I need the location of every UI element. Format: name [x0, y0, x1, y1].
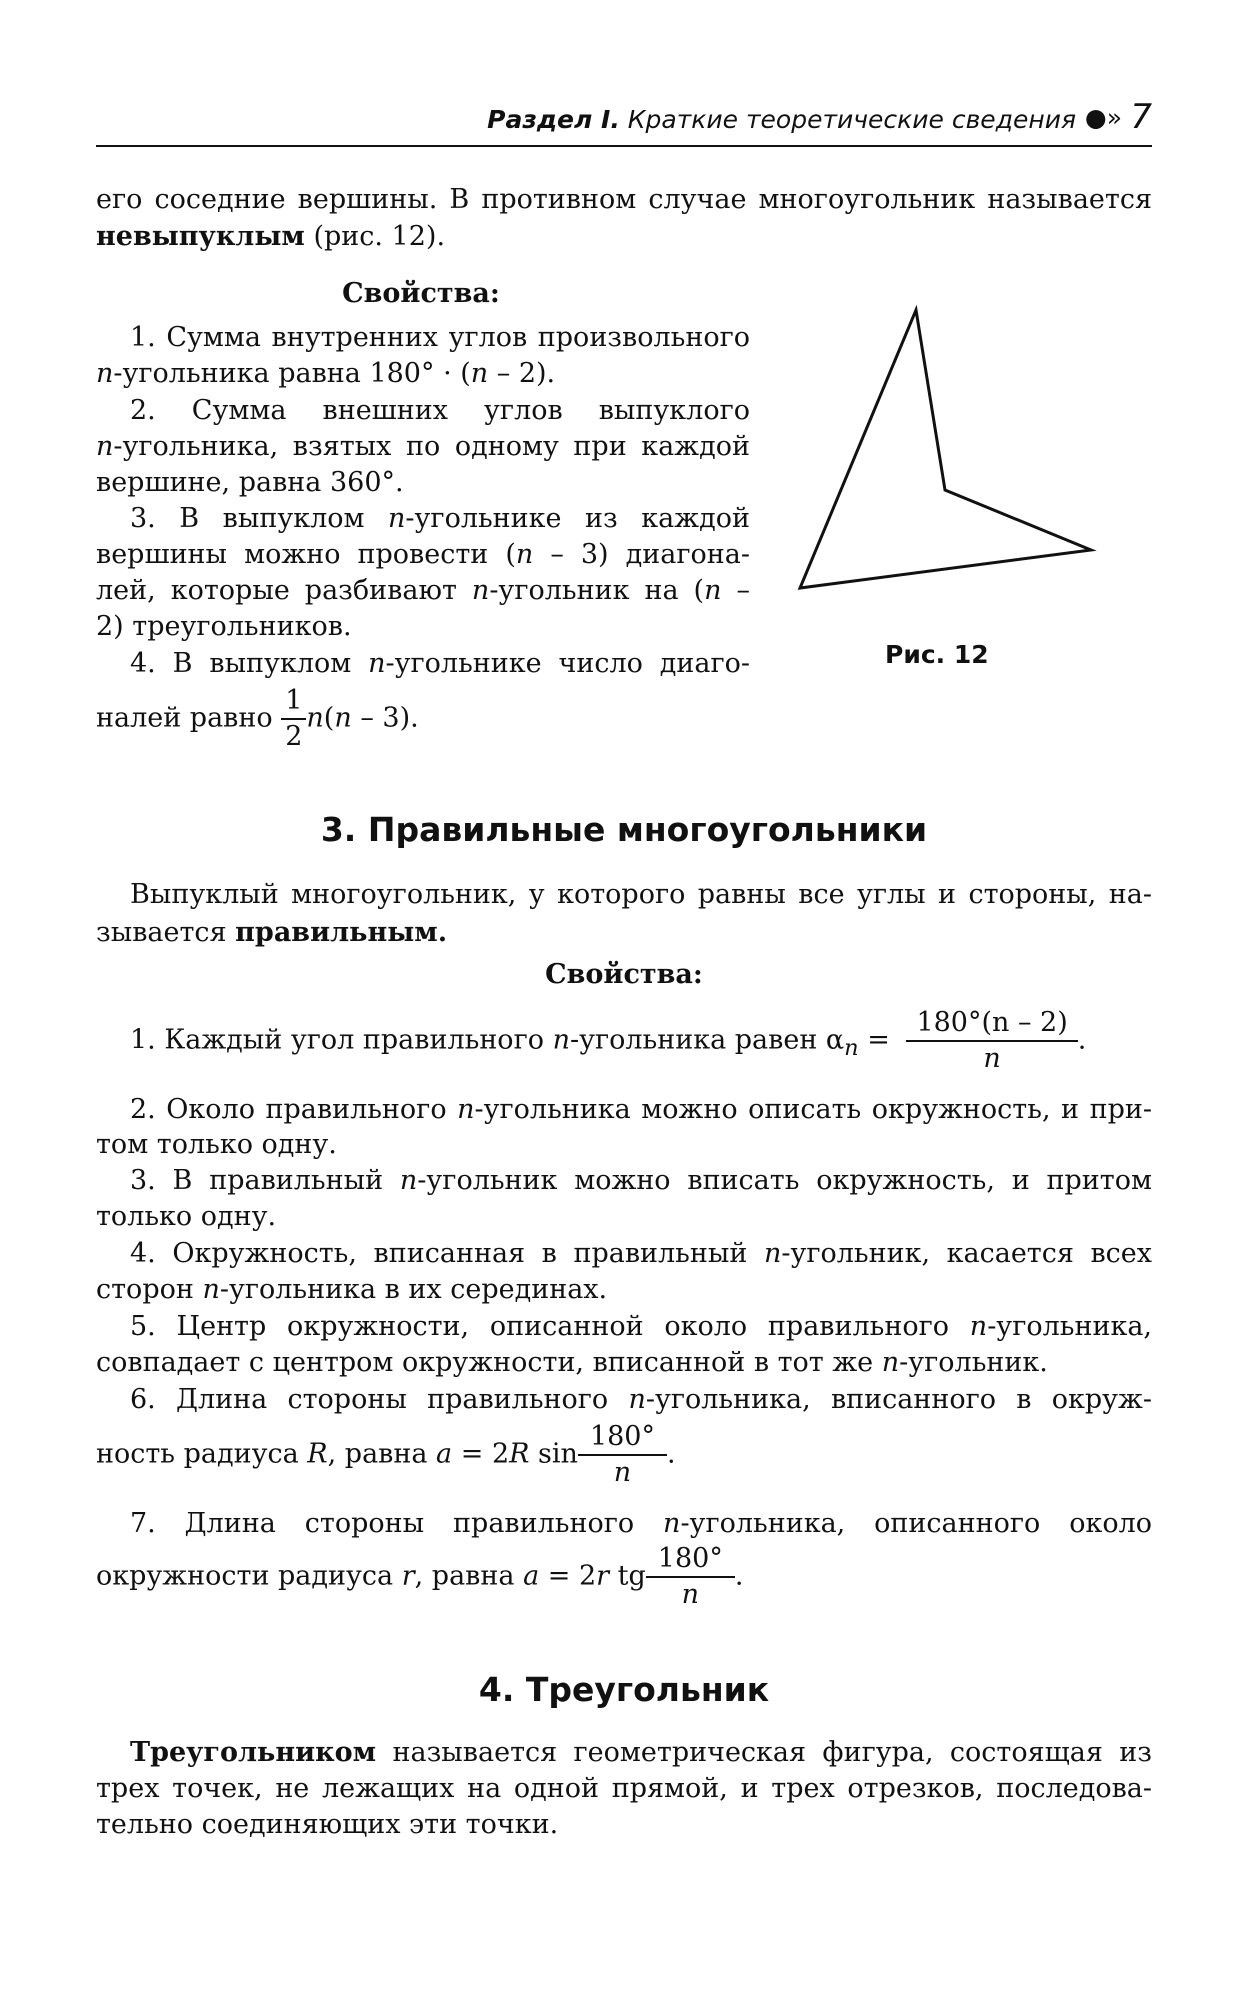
reg-p1-eq: =: [858, 1024, 899, 1056]
section-3-properties-title: Свойства:: [545, 959, 703, 990]
reg-prop2-line-2: том только одну.: [96, 1129, 337, 1160]
prop3-l1a: 3. В выпуклом: [130, 503, 389, 534]
var-n: n: [881, 1347, 900, 1378]
prop2-line-3: вершине, равна 360°.: [96, 467, 404, 498]
term-triangle: Треугольником: [130, 1737, 377, 1768]
reg-p5b: -угольника,: [987, 1311, 1152, 1342]
fraction-angle-formula: [906, 1006, 1077, 1076]
var-R: R: [307, 1438, 328, 1470]
reg-p2b: -угольника можно описать окружность, и при-: [474, 1094, 1152, 1125]
reg-p3b: -угольник можно вписать окружность, и притом: [417, 1165, 1152, 1196]
fraction-numerator: 180°(n – 2): [906, 1006, 1077, 1042]
var-n: n: [628, 1384, 646, 1415]
reg-prop6-line-2: [96, 1420, 676, 1490]
prop4-line-1: [130, 647, 750, 681]
prop2-l2: -угольника, взятых по одному при каждой: [113, 431, 750, 462]
header-title-text: Краткие теоретические сведения: [627, 105, 1076, 134]
running-header: [96, 95, 1152, 147]
reg-p6a: 6. Длина стороны правильного: [130, 1384, 629, 1415]
prop2-line-1: 2. Сумма внешних углов выпуклого: [130, 395, 750, 426]
reg-p6-end: .: [666, 1438, 676, 1470]
var-n: n: [388, 503, 406, 534]
reg-prop3-line-1: [130, 1164, 1152, 1198]
prop1-line-1: [96, 321, 750, 355]
reg-p7c: окружности радиуса: [96, 1560, 402, 1592]
polygon-shape: [800, 310, 1091, 588]
reg-p6f: sin: [529, 1438, 578, 1470]
var-n: n: [552, 1024, 570, 1056]
header-marker: ●»: [1084, 103, 1122, 132]
reg-p7e: = 2: [539, 1560, 597, 1592]
var-n: n: [306, 702, 324, 734]
reg-p6e: = 2: [452, 1438, 510, 1470]
prop4-line-2: [96, 684, 419, 754]
reg-prop5-line-2: [96, 1346, 1048, 1380]
reg-p6c: ность радиуса: [96, 1438, 308, 1470]
reg-p5c: совпадает с центром окружности, вписанной в тот же: [96, 1347, 882, 1378]
prop1-l2: -угольника равна 180° · (: [113, 358, 471, 389]
var-R: R: [509, 1438, 530, 1470]
var-n: n: [969, 1311, 988, 1342]
reg-prop3-line-2: только одну.: [96, 1201, 277, 1232]
prop3-l3c: –: [721, 575, 750, 606]
prop3-l2b: – 3) диагона-: [533, 539, 750, 570]
reg-prop6-line-1: [130, 1383, 1152, 1417]
section-3-def-line-1: Выпуклый многоугольник, у которого равны все углы и стороны, на-: [130, 879, 1152, 910]
reg-prop1: [130, 1006, 1086, 1076]
prop3-line-1: [130, 502, 750, 536]
prop3-line-4: 2) треугольников.: [96, 611, 352, 642]
reg-p7-end: .: [734, 1560, 744, 1592]
reg-p2a: 2. Около правильного: [130, 1094, 458, 1125]
fraction-one-half: [281, 684, 306, 754]
reg-prop5-line-1: [130, 1310, 1152, 1344]
intro-line-1: его соседние вершины. В противном случае многоугольник называется: [96, 184, 1152, 215]
reg-p4c: сторон: [96, 1274, 203, 1305]
reg-prop7-line-2: [96, 1542, 743, 1612]
triangle-def-line-1: [130, 1736, 1152, 1770]
header-title: [487, 105, 1076, 134]
reg-prop4-line-2: [96, 1273, 607, 1307]
intro-line-2: [96, 220, 445, 254]
var-n: n: [96, 358, 114, 389]
var-n: n: [96, 431, 114, 462]
prop4-l2b: (: [323, 702, 335, 734]
var-n: n: [368, 648, 386, 679]
fraction-tg-formula: [646, 1542, 735, 1612]
var-n: n: [457, 1094, 475, 1125]
prop4-l1a: 4. В выпуклом: [130, 648, 369, 679]
term-nonconvex: невыпуклым: [96, 221, 305, 252]
reg-p6b: -угольника, вписанного в окруж-: [645, 1384, 1153, 1415]
prop4-l1b: -угольнике число диаго-: [385, 648, 750, 679]
fraction-numerator: 180°: [578, 1420, 667, 1456]
var-a: a: [436, 1438, 453, 1470]
fraction-sin-formula: [578, 1420, 667, 1490]
fraction-denominator: n: [613, 1457, 632, 1488]
prop1-line-2: [96, 357, 555, 391]
prop3-l1b: -угольнике из каждой: [405, 503, 750, 534]
reg-p1-end: .: [1077, 1024, 1087, 1056]
fraction-numerator: 1: [281, 684, 306, 720]
reg-p1a: 1. Каждый угол правильного: [130, 1024, 553, 1056]
prop3-line-3: [96, 574, 750, 608]
var-r: r: [401, 1560, 415, 1592]
var-r: r: [596, 1560, 610, 1592]
var-n: n: [704, 575, 722, 606]
reg-p7d: , равна: [414, 1560, 524, 1592]
prop1-l2-end: – 2).: [488, 358, 556, 389]
fraction-denominator: n: [983, 1043, 1001, 1074]
var-n: n: [334, 702, 352, 734]
figure-12-nonconvex-polygon: [780, 300, 1100, 600]
prop1-l1: 1. Сумма внутренних углов произвольного: [130, 322, 750, 353]
figure-caption: Рис. 12: [885, 640, 989, 669]
reg-p7f: tg: [609, 1560, 646, 1592]
prop2-line-2: [96, 430, 750, 464]
triangle-def-line-2: трех точек, не лежащих на одной прямой, и трех отрезков, последова-: [96, 1773, 1152, 1804]
var-n: n: [399, 1165, 418, 1196]
prop3-line-2: [96, 538, 750, 572]
fraction-numerator: 180°: [646, 1542, 735, 1578]
header-section: Раздел I.: [487, 105, 620, 134]
properties-title: Свойства:: [342, 278, 500, 309]
term-regular: правильным.: [235, 917, 448, 948]
reg-p7a: 7. Длина стороны правильного: [130, 1508, 664, 1539]
reg-p4a: 4. Окружность, вписанная в правильный: [130, 1238, 764, 1269]
var-n: n: [515, 539, 534, 570]
var-a: a: [523, 1560, 540, 1592]
reg-p4d: -угольника в их серединах.: [219, 1274, 608, 1305]
var-n: n: [471, 575, 490, 606]
reg-p4b: -угольник, касается всех: [781, 1238, 1152, 1269]
fraction-denominator: n: [681, 1579, 699, 1610]
var-n: n: [763, 1238, 782, 1269]
var-n: n: [470, 358, 489, 389]
prop4-l2c: – 3).: [351, 702, 419, 734]
fraction-denominator: 2: [285, 721, 303, 752]
reg-p6d: , равна: [327, 1438, 437, 1470]
prop4-l2a: налей равно: [96, 702, 282, 734]
reg-prop4-line-1: [130, 1237, 1152, 1271]
reg-prop2-line-1: [130, 1093, 1152, 1127]
prop3-l2a: вершины можно провести (: [96, 539, 516, 570]
prop3-l3b: -угольник на (: [489, 575, 705, 606]
section-3-def-line-2: [96, 916, 447, 950]
prop3-l3a: лей, которые разбивают: [96, 575, 472, 606]
def-l2a: зывается: [96, 917, 236, 948]
subscript-n: n: [844, 1034, 859, 1061]
intro-line-2-rest: (рис. 12).: [304, 221, 446, 252]
section-4-heading: 4. Треугольник: [478, 1670, 770, 1709]
reg-prop7-line-1: [130, 1507, 1152, 1541]
page-number: 7: [1130, 97, 1152, 137]
reg-p1b: -угольника равен α: [569, 1024, 845, 1056]
reg-p5a: 5. Центр окружности, описанной около правильного: [130, 1311, 970, 1342]
triangle-def-line-3: тельно соединяющих эти точки.: [96, 1809, 559, 1840]
section-3-heading: 3. Правильные многоугольники: [320, 810, 928, 849]
triangle-l1: называется геометрическая фигура, состоящая из: [376, 1737, 1152, 1768]
reg-p3a: 3. В правильный: [130, 1165, 400, 1196]
var-n: n: [202, 1274, 220, 1305]
reg-p7b: -угольника, описанного около: [680, 1508, 1152, 1539]
var-n: n: [663, 1508, 681, 1539]
reg-p5d: -угольник.: [899, 1347, 1048, 1378]
